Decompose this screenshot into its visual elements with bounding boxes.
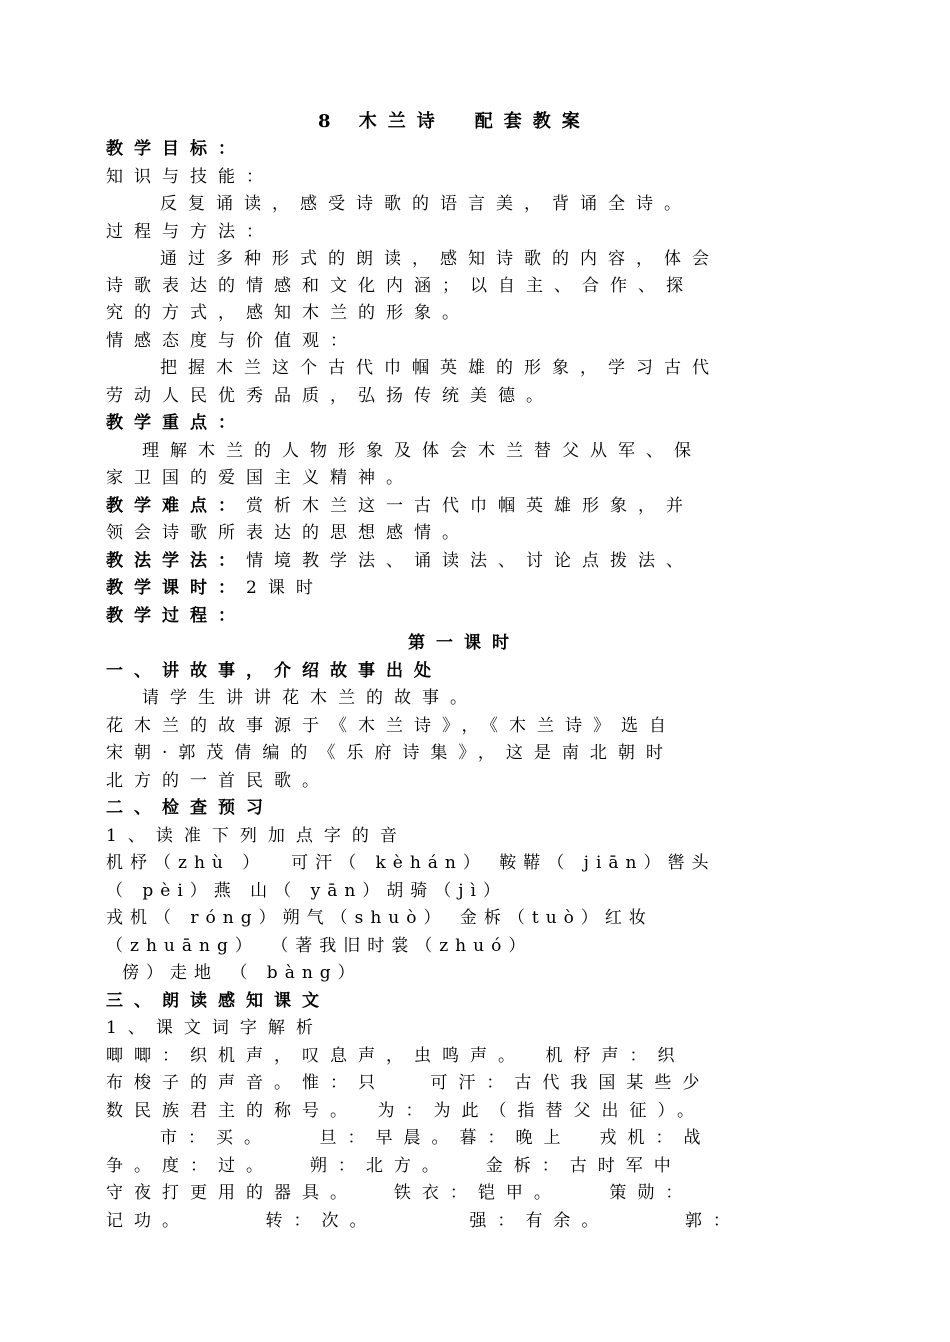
heading-lesson-one: 第一课时: [408, 633, 520, 653]
methods-line: [106, 550, 694, 572]
pinyin-line: 机杼（zhù ） 可汗（ kèhán） 鞍鞯（ jiān）辔头: [106, 853, 716, 873]
hours-text: 2课时: [246, 578, 324, 598]
paragraph-line: 请学生讲讲花木兰的故事。: [142, 688, 478, 708]
paragraph-line: 花木兰的故事源于《木兰诗》，《木兰诗》选自: [106, 716, 677, 736]
heading-key-points: 教学重点：: [106, 413, 246, 433]
pinyin-line: （ pèi）燕 山（ yān）胡骑（jì）: [106, 881, 507, 901]
doc-title: 8 木兰诗 配套教案: [318, 111, 591, 132]
paragraph-line: 布梭子的声音。惟：只 可汗：古代我国某些少: [106, 1073, 711, 1093]
paragraph-line: 诗歌表达的情感和文化内涵；以自主、合作、探: [106, 276, 694, 296]
heading-teaching-goals: 教学目标：: [106, 139, 246, 159]
paragraph-line: 宋朝·郭茂倩编的《乐府诗集》，这是南北朝时: [106, 743, 674, 763]
paragraph-line: 数民族君主的称号。 为：为此（指替父出征）。: [106, 1101, 705, 1121]
paragraph-line: 北方的一首民歌。: [106, 771, 330, 791]
heading-methods: 教法学法：: [106, 551, 246, 571]
heading-process: 教学过程：: [106, 606, 246, 626]
subheading-emotion: 情感态度与价值观：: [106, 331, 358, 351]
difficulty-line: [106, 495, 694, 517]
pinyin-line: 傍）走地 （ bàng）: [122, 963, 362, 983]
hours-line: [106, 577, 324, 599]
paragraph-line: 家卫国的爱国主义精神。: [106, 468, 414, 488]
subheading-process: 过程与方法：: [106, 222, 274, 242]
paragraph-line: 理解木兰的人物形象及体会木兰替父从军、保: [142, 441, 702, 461]
section-heading-1: 一、讲故事，介绍故事出处: [106, 661, 442, 681]
subheading-knowledge: 知识与技能：: [106, 167, 274, 187]
paragraph-line: 争。度：过。 朔：北方。 金柝：古时军中: [106, 1156, 682, 1176]
section-heading-2: 二、检查预习: [106, 798, 274, 818]
paragraph-line: 唧唧：织机声，叹息声，虫鸣声。 机杼声：织: [106, 1046, 686, 1066]
paragraph-line: 反复诵读，感受诗歌的语言美，背诵全诗。: [160, 194, 692, 214]
section-heading-3: 三、朗读感知课文: [106, 991, 330, 1011]
heading-hours: 教学课时：: [106, 578, 246, 598]
difficulty-text: 赏析木兰这一古代巾帼英雄形象，并: [246, 496, 694, 516]
paragraph-line: 把握木兰这个古代巾帼英雄的形象，学习古代: [160, 358, 720, 378]
paragraph-line: 领会诗歌所表达的思想感情。: [106, 523, 470, 543]
pinyin-line: 戎机（ róng）朔气（shuò） 金柝（tuò）红妆: [106, 908, 653, 928]
paragraph-line: 劳动人民优秀品质，弘扬传统美德。: [106, 386, 554, 406]
paragraph-line: 记功。 转：次。 强：有余。 郭：: [106, 1211, 741, 1231]
paragraph-line: 通过多种形式的朗读，感知诗歌的内容，体会: [160, 249, 720, 269]
methods-text: 情境教学法、诵读法、讨论点拨法、: [246, 551, 694, 571]
paragraph-line: 1、课文词字解析: [106, 1018, 324, 1038]
heading-difficulty: 教学难点：: [106, 496, 246, 516]
pinyin-line: （zhuāng） （著我旧时裳（zhuó）: [106, 936, 533, 956]
paragraph-line: 1、读准下列加点字的音: [106, 826, 408, 846]
paragraph-line: 守夜打更用的器具。 铁衣：铠甲。 策勋：: [106, 1183, 694, 1203]
paragraph-line: 究的方式，感知木兰的形象。: [106, 303, 470, 323]
paragraph-line: 市：买。 旦：早晨。暮：晚上 戎机：战: [160, 1128, 712, 1148]
